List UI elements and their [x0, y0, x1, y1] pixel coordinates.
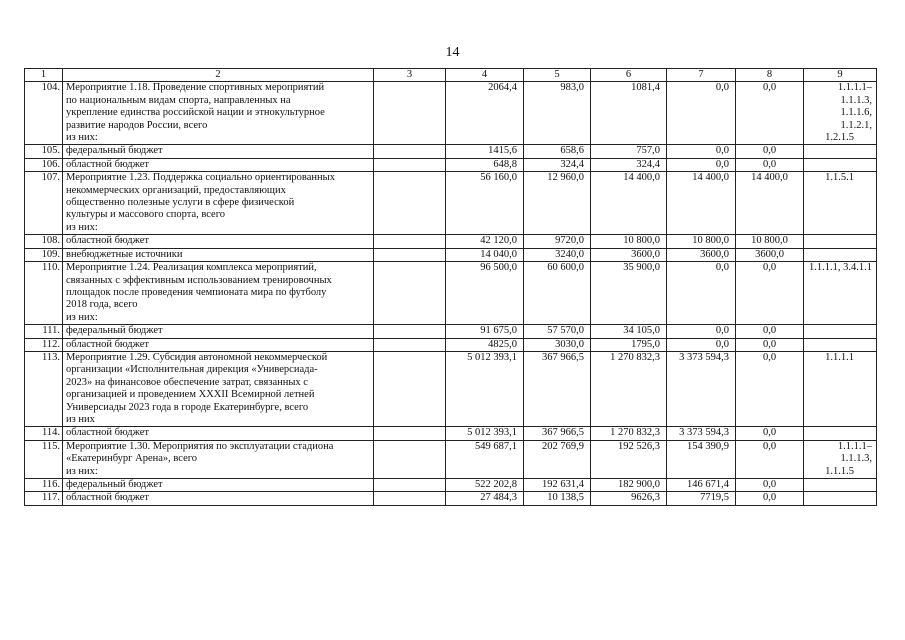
column-6-cell: 324,4	[591, 158, 667, 171]
header-cell: 4	[446, 69, 524, 82]
target-code-line: 1.1.1.1–1.1.1.3,	[837, 440, 872, 465]
target-codes-cell	[804, 427, 877, 440]
column-4-cell: 4825,0	[446, 338, 524, 351]
column-7-cell: 3 373 594,3	[667, 351, 736, 426]
row-number-cell: 113.	[25, 351, 63, 426]
description-line: областной бюджет	[66, 338, 149, 350]
row-number-cell: 105.	[25, 145, 63, 158]
column-8-cell: 14 400,0	[736, 172, 804, 235]
column-5-cell: 12 960,0	[524, 172, 591, 235]
column-6-cell: 1 270 832,3	[591, 351, 667, 426]
column-4-cell: 91 675,0	[446, 325, 524, 338]
row-number-cell: 107.	[25, 172, 63, 235]
target-codes-cell	[804, 82, 877, 145]
target-codes-cell	[804, 248, 877, 261]
description-line: 2023» на финансовое обеспечение затрат, связанных с	[66, 376, 308, 388]
column-8-cell: 3600,0	[736, 248, 804, 261]
description-line: Мероприятие 1.24. Реализация комплекса мероприятий,	[66, 262, 317, 274]
column-7-cell: 7719,5	[667, 492, 736, 505]
column-4-cell: 96 500,0	[446, 262, 524, 325]
description-line: областной бюджет	[66, 158, 149, 170]
table-body	[25, 82, 877, 505]
description-line: укрепление единства российской нации и этнокультурное	[66, 107, 325, 119]
column-5-cell: 192 631,4	[524, 479, 591, 492]
column-4-cell: 27 484,3	[446, 492, 524, 505]
column-6-cell: 35 900,0	[591, 262, 667, 325]
description-cell	[63, 82, 374, 145]
target-codes-cell	[804, 492, 877, 505]
description-line: «Екатеринбург Арена», всего	[66, 453, 198, 465]
column-4-cell: 5 012 393,1	[446, 351, 524, 426]
description-line: культуры и массового спорта, всего	[66, 209, 226, 221]
header-row	[25, 69, 877, 82]
description-line: общественно полезные услуги в сфере физической	[66, 197, 295, 209]
header-cell: 8	[736, 69, 804, 82]
column-3-cell	[374, 262, 446, 325]
description-line: Мероприятие 1.29. Субсидия автономной некоммерческой	[66, 351, 328, 363]
target-codes-cell	[804, 262, 877, 325]
table-header	[25, 69, 877, 82]
column-5-cell: 367 966,5	[524, 427, 591, 440]
description-cell	[63, 158, 374, 171]
row-number-cell: 108.	[25, 235, 63, 248]
table-row	[25, 158, 877, 171]
description-cell	[63, 351, 374, 426]
description-line: федеральный бюджет	[66, 479, 163, 490]
column-6-cell: 1795,0	[591, 338, 667, 351]
row-number-cell: 117.	[25, 492, 63, 505]
target-code-line: 1.1.5.1	[825, 172, 854, 184]
column-5-cell: 324,4	[524, 158, 591, 171]
header-cell: 6	[591, 69, 667, 82]
column-6-cell: 1081,4	[591, 82, 667, 145]
column-5-cell: 202 769,9	[524, 440, 591, 478]
column-7-cell: 0,0	[667, 145, 736, 158]
table-row	[25, 145, 877, 158]
column-5-cell: 983,0	[524, 82, 591, 145]
description-line: некоммерческих организаций, предоставляющих	[66, 184, 286, 196]
row-number-cell: 116.	[25, 479, 63, 492]
header-cell: 2	[63, 69, 374, 82]
column-3-cell	[374, 492, 446, 505]
column-7-cell: 0,0	[667, 338, 736, 351]
target-codes-cell	[804, 440, 877, 478]
description-cell	[63, 492, 374, 505]
column-7-cell: 3600,0	[667, 248, 736, 261]
column-6-cell: 10 800,0	[591, 235, 667, 248]
description-line: 2018 года, всего	[66, 299, 138, 311]
column-8-cell: 0,0	[736, 492, 804, 505]
target-codes-cell	[804, 351, 877, 426]
column-3-cell	[374, 440, 446, 478]
header-cell: 1	[25, 69, 63, 82]
column-6-cell: 3600,0	[591, 248, 667, 261]
column-3-cell	[374, 338, 446, 351]
column-7-cell: 3 373 594,3	[667, 427, 736, 440]
column-8-cell: 0,0	[736, 325, 804, 338]
column-6-cell: 757,0	[591, 145, 667, 158]
column-5-cell: 60 600,0	[524, 262, 591, 325]
row-number-cell: 115.	[25, 440, 63, 478]
column-7-cell: 0,0	[667, 158, 736, 171]
table-row	[25, 479, 877, 492]
description-line: Универсиады 2023 года в городе Екатеринбурге, всего	[66, 401, 309, 413]
description-cell	[63, 479, 374, 492]
column-6-cell: 192 526,3	[591, 440, 667, 478]
target-codes-cell	[804, 325, 877, 338]
description-line: федеральный бюджет	[66, 325, 163, 337]
column-7-cell: 154 390,9	[667, 440, 736, 478]
column-4-cell: 2064,4	[446, 82, 524, 145]
header-cell: 7	[667, 69, 736, 82]
column-5-cell: 367 966,5	[524, 351, 591, 426]
row-number-cell: 111.	[25, 325, 63, 338]
column-4-cell: 56 160,0	[446, 172, 524, 235]
column-3-cell	[374, 158, 446, 171]
target-code-line: 1.1.1.5	[825, 465, 854, 477]
description-line: внебюджетные источники	[66, 248, 183, 260]
target-codes-cell	[804, 235, 877, 248]
column-5-cell: 658,6	[524, 145, 591, 158]
table-row	[25, 492, 877, 505]
table-row	[25, 427, 877, 440]
column-8-cell: 10 800,0	[736, 235, 804, 248]
table-row	[25, 248, 877, 261]
target-codes-cell	[804, 479, 877, 492]
column-8-cell: 0,0	[736, 427, 804, 440]
description-cell	[63, 172, 374, 235]
table-row	[25, 440, 877, 478]
column-4-cell: 14 040,0	[446, 248, 524, 261]
column-6-cell: 1 270 832,3	[591, 427, 667, 440]
description-cell	[63, 248, 374, 261]
target-code-line: 1.1.1.1, 3.4.1.1	[809, 262, 872, 274]
description-line: по национальным видам спорта, направленных на	[66, 94, 291, 106]
table-row	[25, 82, 877, 145]
description-line: связанных с эффективным использованием тренировочных	[66, 274, 332, 286]
column-4-cell: 5 012 393,1	[446, 427, 524, 440]
description-line: Мероприятие 1.30. Мероприятия по эксплуатации стадиона	[66, 440, 334, 452]
column-4-cell: 1415,6	[446, 145, 524, 158]
description-cell	[63, 427, 374, 440]
description-line: из них:	[66, 132, 98, 144]
description-cell	[63, 325, 374, 338]
column-6-cell: 14 400,0	[591, 172, 667, 235]
page-number: 14	[445, 45, 460, 60]
target-code-line: 1.1.1.6, 1.1.2.1,	[840, 107, 872, 131]
column-8-cell: 0,0	[736, 145, 804, 158]
description-line: из них:	[66, 221, 98, 233]
column-5-cell: 3240,0	[524, 248, 591, 261]
column-8-cell: 0,0	[736, 479, 804, 492]
target-code-line: 1.1.1.1	[825, 351, 854, 363]
row-number-cell: 106.	[25, 158, 63, 171]
description-cell	[63, 440, 374, 478]
column-5-cell: 57 570,0	[524, 325, 591, 338]
target-codes-cell	[804, 172, 877, 235]
header-cell: 5	[524, 69, 591, 82]
column-8-cell: 0,0	[736, 82, 804, 145]
column-7-cell: 0,0	[667, 262, 736, 325]
description-line: развитие народов России, всего	[66, 119, 208, 131]
target-code-line: 1.2.1.5	[825, 132, 854, 144]
description-cell	[63, 235, 374, 248]
description-line: областной бюджет	[66, 427, 149, 439]
column-3-cell	[374, 235, 446, 248]
column-7-cell: 146 671,4	[667, 479, 736, 492]
budget-table	[24, 68, 877, 506]
column-5-cell: 10 138,5	[524, 492, 591, 505]
table-row	[25, 351, 877, 426]
header-cell: 3	[374, 69, 446, 82]
column-6-cell: 34 105,0	[591, 325, 667, 338]
column-4-cell: 549 687,1	[446, 440, 524, 478]
row-number-cell: 109.	[25, 248, 63, 261]
description-line: из них:	[66, 465, 98, 477]
column-7-cell: 14 400,0	[667, 172, 736, 235]
column-5-cell: 9720,0	[524, 235, 591, 248]
target-code-line: 1.1.1.1–1.1.1.3,	[837, 82, 872, 106]
target-codes-cell	[804, 145, 877, 158]
column-6-cell: 182 900,0	[591, 479, 667, 492]
header-cell: 9	[804, 69, 877, 82]
column-8-cell: 0,0	[736, 158, 804, 171]
column-7-cell: 10 800,0	[667, 235, 736, 248]
description-line: федеральный бюджет	[66, 145, 163, 157]
column-3-cell	[374, 145, 446, 158]
description-line: Мероприятие 1.18. Проведение спортивных мероприятий	[66, 82, 325, 94]
column-8-cell: 0,0	[736, 440, 804, 478]
table-row	[25, 338, 877, 351]
row-number-cell: 110.	[25, 262, 63, 325]
column-3-cell	[374, 172, 446, 235]
description-line: организации «Исполнительная дирекция «Универсиада-	[66, 364, 318, 376]
table-row	[25, 262, 877, 325]
column-3-cell	[374, 82, 446, 145]
description-cell	[63, 145, 374, 158]
description-line: Мероприятие 1.23. Поддержка социально ориентированных	[66, 172, 335, 184]
description-line: организацией и проведением XXXII Всемирной летней	[66, 389, 315, 401]
column-5-cell: 3030,0	[524, 338, 591, 351]
table-row	[25, 172, 877, 235]
description-line: из них:	[66, 311, 98, 323]
target-codes-cell	[804, 338, 877, 351]
row-number-cell: 104.	[25, 82, 63, 145]
column-3-cell	[374, 427, 446, 440]
description-line: из них	[66, 413, 95, 425]
column-3-cell	[374, 325, 446, 338]
column-3-cell	[374, 479, 446, 492]
description-line: областной бюджет	[66, 492, 149, 504]
column-7-cell: 0,0	[667, 325, 736, 338]
column-4-cell: 42 120,0	[446, 235, 524, 248]
target-codes-cell	[804, 158, 877, 171]
table-row	[25, 235, 877, 248]
row-number-cell: 114.	[25, 427, 63, 440]
description-line: областной бюджет	[66, 235, 149, 247]
column-6-cell: 9626,3	[591, 492, 667, 505]
column-8-cell: 0,0	[736, 338, 804, 351]
column-7-cell: 0,0	[667, 82, 736, 145]
column-4-cell: 648,8	[446, 158, 524, 171]
column-3-cell	[374, 351, 446, 426]
description-cell	[63, 262, 374, 325]
column-3-cell	[374, 248, 446, 261]
column-8-cell: 0,0	[736, 262, 804, 325]
table-row	[25, 325, 877, 338]
column-8-cell: 0,0	[736, 351, 804, 426]
description-line: площадок после проведения чемпионата мира по футболу	[66, 286, 327, 298]
description-cell	[63, 338, 374, 351]
column-4-cell: 522 202,8	[446, 479, 524, 492]
row-number-cell: 112.	[25, 338, 63, 351]
